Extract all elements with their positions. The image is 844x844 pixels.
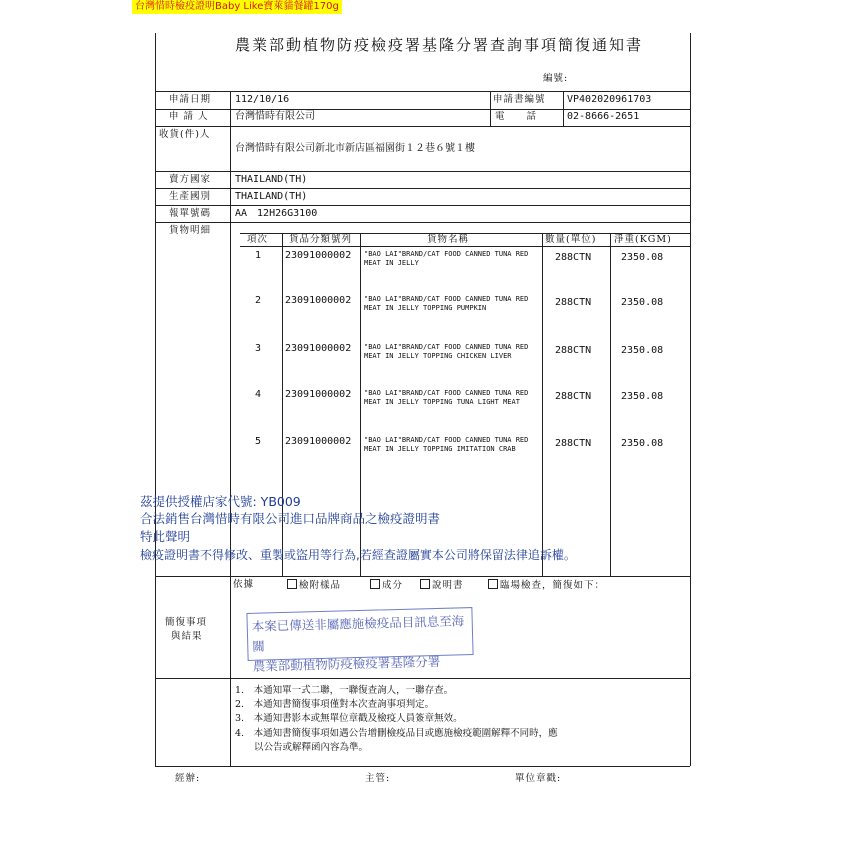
row-name: "BAO LAI"BRAND/CAT FOOD CANNED TUNA RED MEAT IN JELLY TOPPING CHICKEN LIVER bbox=[364, 343, 529, 360]
overlay-line-warning: 檢疫證明書不得修改、重製或盜用等行為,若經查證屬實本公司將保留法律追訴權。 bbox=[140, 548, 576, 562]
phone-label: 電 話 bbox=[495, 111, 538, 122]
row-item: 3 bbox=[255, 343, 262, 354]
row-code: 23091000002 bbox=[285, 436, 352, 447]
checkbox-icon bbox=[488, 579, 498, 589]
col-header-qty: 數量(單位) bbox=[545, 234, 597, 245]
row-qty: 288CTN bbox=[555, 438, 592, 449]
row-weight: 2350.08 bbox=[621, 297, 664, 308]
footer-handler: 經辦: bbox=[175, 773, 201, 784]
row-qty: 288CTN bbox=[555, 297, 592, 308]
row-name: "BAO LAI"BRAND/CAT FOOD CANNED TUNA RED MEAT IN JELLY bbox=[364, 250, 529, 267]
seller-country-value: THAILAND(TH) bbox=[235, 174, 308, 185]
row-weight: 2350.08 bbox=[621, 345, 664, 356]
overlay-line-authorization: 合法銷售台灣惜時有限公司進口品牌商品之檢疫證明書 bbox=[140, 511, 441, 526]
col-header-name: 貨物名稱 bbox=[427, 234, 470, 245]
row-name: "BAO LAI"BRAND/CAT FOOD CANNED TUNA RED MEAT IN JELLY TOPPING PUMPKIN bbox=[364, 295, 529, 312]
row-qty: 288CTN bbox=[555, 345, 592, 356]
overlay-line-declaration: 特此聲明 bbox=[140, 529, 191, 544]
basis-option-manual: 說明書 bbox=[420, 579, 464, 592]
note-line: 1. 本通知單一式二聯，一聯復查詢人，一聯存查。 bbox=[235, 685, 454, 696]
row-code: 23091000002 bbox=[285, 343, 352, 354]
note-line: 4. 本通知書簡復事項如遇公告增刪檢疫品目或應施檢疫範圍解釋不同時，應 bbox=[235, 728, 558, 739]
col-header-code: 貨品分類號列 bbox=[289, 234, 353, 245]
col-header-weight: 淨重(KGM) bbox=[614, 234, 672, 245]
checkbox-icon bbox=[370, 579, 380, 589]
origin-label: 生產國別 bbox=[169, 191, 212, 202]
checkbox-icon bbox=[420, 579, 430, 589]
goods-detail-label: 貨物明細 bbox=[169, 225, 212, 236]
row-code: 23091000002 bbox=[285, 295, 352, 306]
checkbox-icon bbox=[287, 579, 297, 589]
overlay-line-dealer-code: 茲提供授權店家代號: YB009 bbox=[140, 494, 301, 509]
apply-date-label: 申請日期 bbox=[169, 94, 212, 105]
row-qty: 288CTN bbox=[555, 252, 592, 263]
col-header-item: 項次 bbox=[247, 234, 269, 245]
row-weight: 2350.08 bbox=[621, 391, 664, 402]
basis-option-ingredients: 成分 bbox=[370, 579, 403, 592]
row-weight: 2350.08 bbox=[621, 252, 664, 263]
page-top-label: 台灣惜時檢疫證明Baby Like寶萊貓餐罐170g bbox=[132, 0, 342, 14]
application-no-value: VP402020961703 bbox=[567, 94, 652, 105]
seller-country-label: 賣方國家 bbox=[169, 174, 212, 185]
row-weight: 2350.08 bbox=[621, 438, 664, 449]
note-line: 2. 本通知書簡復事項僅對本次查詢事項判定。 bbox=[235, 699, 435, 710]
row-qty: 288CTN bbox=[555, 391, 592, 402]
stamp-line: 本案已傳送非屬應施檢疫品目訊息至海關 bbox=[251, 613, 465, 654]
row-name: "BAO LAI"BRAND/CAT FOOD CANNED TUNA RED MEAT IN JELLY TOPPING TUNA LIGHT MEAT bbox=[364, 389, 529, 406]
stamp-line: 農業部動植物防疫檢疫署基隆分署 bbox=[252, 653, 441, 674]
applicant-label: 申 請 人 bbox=[169, 111, 209, 122]
declaration-no-label: 報單號碼 bbox=[169, 208, 212, 219]
row-item: 2 bbox=[255, 295, 262, 306]
basis-label: 依據 bbox=[233, 579, 255, 590]
consignee-label: 收貨(件)人 bbox=[159, 129, 211, 140]
basis-option-sample: 檢附樣品 bbox=[287, 579, 341, 592]
result-label-line2: 與結果 bbox=[171, 631, 203, 642]
row-item: 1 bbox=[255, 250, 262, 261]
row-code: 23091000002 bbox=[285, 250, 352, 261]
footer-supervisor: 主管: bbox=[365, 773, 391, 784]
basis-option-inspection: 臨場檢查，簡復如下： bbox=[488, 579, 605, 592]
footer-unit-seal: 單位章戳: bbox=[515, 773, 562, 784]
note-line: 以公告或解釋函內容為準。 bbox=[235, 742, 369, 753]
row-item: 5 bbox=[255, 436, 262, 447]
applicant-value: 台灣惜時有限公司 bbox=[235, 111, 315, 122]
number-label: 編號: bbox=[543, 73, 569, 84]
document-title: 農業部動植物防疫檢疫署基隆分署查詢事項簡復通知書 bbox=[235, 36, 644, 54]
row-name: "BAO LAI"BRAND/CAT FOOD CANNED TUNA RED MEAT IN JELLY TOPPING IMITATION CRAB bbox=[364, 436, 529, 453]
consignee-value: 台灣惜時有限公司新北市新店區福園街１２巷６號１樓 bbox=[235, 143, 475, 154]
note-line: 3. 本通知書影本或無單位章戳及檢疫人員簽章無效。 bbox=[235, 713, 463, 724]
result-label-line1: 簡復事項 bbox=[165, 617, 208, 628]
notice-document bbox=[155, 33, 690, 793]
apply-date-value: 112/10/16 bbox=[235, 94, 290, 105]
phone-value: 02-8666-2651 bbox=[567, 111, 640, 122]
row-code: 23091000002 bbox=[285, 389, 352, 400]
declaration-no-value: AA 12H26G3100 bbox=[235, 208, 318, 219]
application-no-label: 申請書編號 bbox=[493, 94, 546, 105]
official-stamp bbox=[246, 607, 473, 674]
row-item: 4 bbox=[255, 389, 262, 400]
origin-value: THAILAND(TH) bbox=[235, 191, 308, 202]
